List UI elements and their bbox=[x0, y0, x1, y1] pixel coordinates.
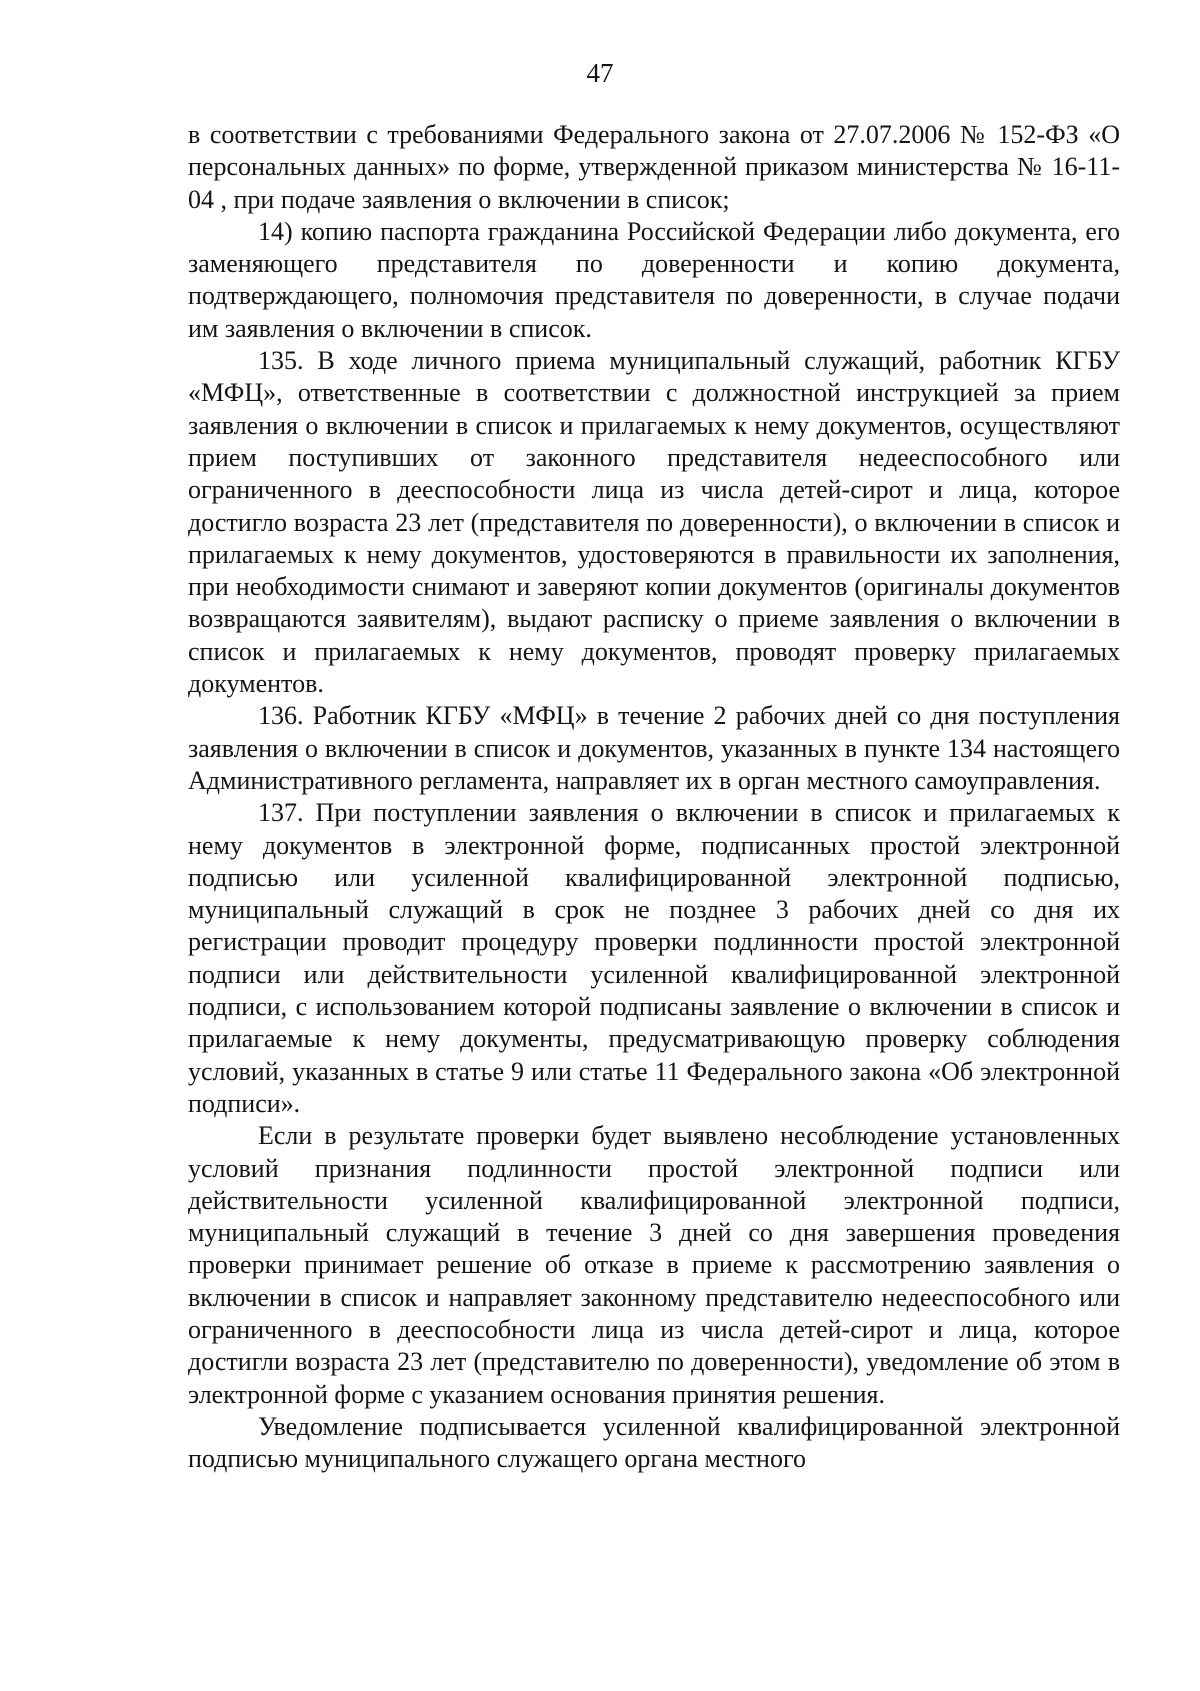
paragraph-137-electronic-submission: 137. При поступлении заявления о включении в список и прилагаемых к нему документов в электронной форме, подписанных простой электронной подписью или усиленной квалифицированной электронной подписью, муниципальный служащий в срок не позднее 3 рабочих дней со дня их регистрации проводит процедуру проверки подлинности простой электронной подписи или действительности усиленной квалифицированной электронной подписи, с использованием которой подписаны заявление о включении в список и прилагаемые к нему документы, предусматривающую проверку соблюдения условий, указанных в статье 9 или статье 11 Федерального закона «Об электронной подписи». bbox=[188, 798, 1120, 1118]
paragraph-136-mfc-forwarding: 136. Работник КГБУ «МФЦ» в течение 2 рабочих дней со дня поступления заявления о включении в список и документов, указанных в пункте 134 настоящего Административного регламента, направляет их в орган местного самоуправления. bbox=[188, 701, 1120, 795]
document-body bbox=[188, 119, 1120, 1475]
paragraph-consent-continuation: в соответствии с требованиями Федерального закона от 27.07.2006 № 152-ФЗ «О персональных данных» по форме, утвержденной приказом министерства № 16-11-04 , при подаче заявления о включении в список; bbox=[188, 120, 1120, 214]
paragraph-notification-signature: Уведомление подписывается усиленной квалифицированной электронной подписью муниципального служащего органа местного bbox=[188, 1411, 1120, 1474]
page-number: 47 bbox=[586, 58, 614, 88]
paragraph-135-personal-reception: 135. В ходе личного приема муниципальный служащий, работник КГБУ «МФЦ», ответственные в соответствии с должностной инструкцией за прием заявления о включении в список и прилагаемых к нему документов, осуществляют прием поступивших от законного представителя недееспособного или ограниченного в дееспособности лица из числа детей-сирот и лица, которое достигло возраста 23 лет (представителя по доверенности), о включении в список и прилагаемых к нему документов, удостоверяются в правильности их заполнения, при необходимости снимают и заверяют копии документов (оригиналы документов возвращаются заявителям), выдают расписку о приеме заявления о включении в список и прилагаемых к нему документов, проводят проверку прилагаемых документов. bbox=[188, 346, 1120, 699]
paragraph-verification-failure: Если в результате проверки будет выявлено несоблюдение установленных условий признания подлинности простой электронной подписи или действительности усиленной квалифицированной электронной подписи, муниципальный служащий в течение 3 дней со дня завершения проведения проверки принимает решение об отказе в приеме к рассмотрению заявления о включении в список и направляет законному представителю недееспособного или ограниченного в дееспособности лица из числа детей-сирот и лица, которое достигли возраста 23 лет (представителю по доверенности), уведомление об этом в электронной форме с указанием основания принятия решения. bbox=[188, 1121, 1120, 1409]
paragraph-item-14-passport-copy: 14) копию паспорта гражданина Российской Федерации либо документа, его заменяющего представителя по доверенности и копию документа, подтверждающего, полномочия представителя по доверенности, в случае подачи им заявления о включении в список. bbox=[188, 216, 1120, 343]
